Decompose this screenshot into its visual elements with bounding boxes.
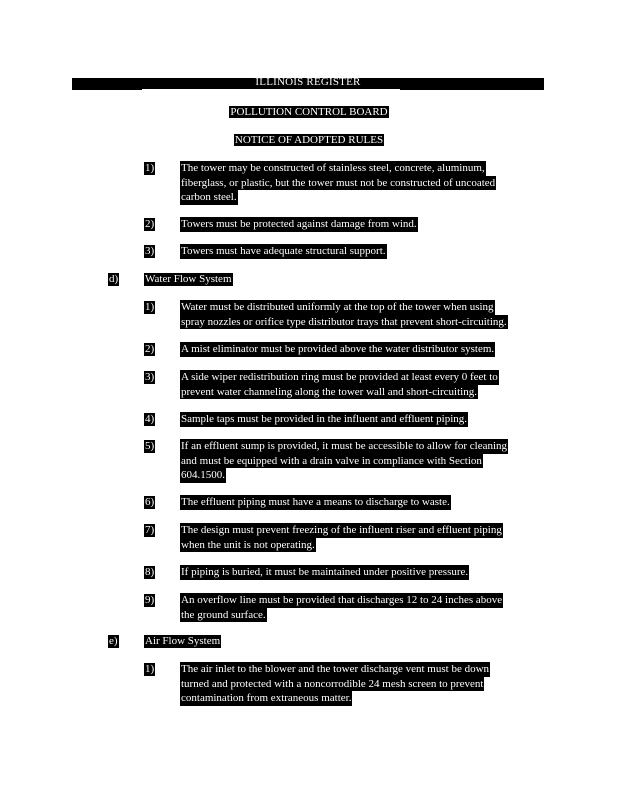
item-text: The tower may be constructed of stainless steel, concrete, aluminum, fiberglass, or plastic, but the tower must not be constructed of uncoated carbon steel. (181, 162, 496, 203)
header-rule-right (400, 89, 544, 90)
item-label: 6) (145, 496, 155, 508)
header-rule-left (72, 89, 142, 90)
item-label: 1) (145, 301, 155, 313)
item-text: Sample taps must be provided in the influent and effluent piping. (181, 413, 468, 425)
notice-heading: NOTICE OF ADOPTED RULES (234, 134, 384, 146)
item-label: 8) (145, 566, 155, 578)
item-text: Towers must have adequate structural support. (181, 245, 386, 257)
item-label: 2) (145, 218, 155, 230)
item-label: 3) (145, 245, 155, 257)
item-label: 1) (145, 663, 155, 675)
item-text: A side wiper redistribution ring must be provided at least every 0 feet to prevent water channeling along the tower wall and short-circuiting. (181, 371, 498, 398)
item-text: The design must prevent freezing of the influent riser and effluent piping when the unit is not operating. (181, 524, 502, 551)
item-label: 2) (145, 343, 155, 355)
item-text: An overflow line must be provided that discharges 12 to 24 inches above the ground surface. (181, 594, 503, 621)
register-title: ILLINOIS REGISTER (255, 76, 361, 88)
section-title: Air Flow System (145, 635, 221, 647)
section-label: e) (109, 635, 118, 647)
item-label: 9) (145, 594, 155, 606)
item-text: A mist eliminator must be provided above the water distributor system. (181, 343, 495, 355)
item-text: Water must be distributed uniformly at the top of the tower when using spray nozzles or orifice type distributor trays that prevent short-circuiting. (181, 301, 507, 328)
item-label: 4) (145, 413, 155, 425)
section-title: Water Flow System (145, 273, 232, 285)
item-text: The effluent piping must have a means to discharge to waste. (181, 496, 450, 508)
board-heading: POLLUTION CONTROL BOARD (230, 106, 388, 118)
item-label: 7) (145, 524, 155, 536)
item-label: 5) (145, 440, 155, 452)
item-text: The air inlet to the blower and the tower discharge vent must be down turned and protected with a noncorrodible 24 mesh screen to prevent contamination from extraneous matter. (181, 663, 490, 704)
item-text: If an effluent sump is provided, it must be accessible to allow for cleaning and must be equipped with a drain valve in compliance with Section 604.1500. (181, 440, 508, 481)
item-label: 3) (145, 371, 155, 383)
item-label: 1) (145, 162, 155, 174)
item-text: Towers must be protected against damage from wind. (181, 218, 417, 230)
item-text: If piping is buried, it must be maintained under positive pressure. (181, 566, 469, 578)
section-label: d) (109, 273, 119, 285)
